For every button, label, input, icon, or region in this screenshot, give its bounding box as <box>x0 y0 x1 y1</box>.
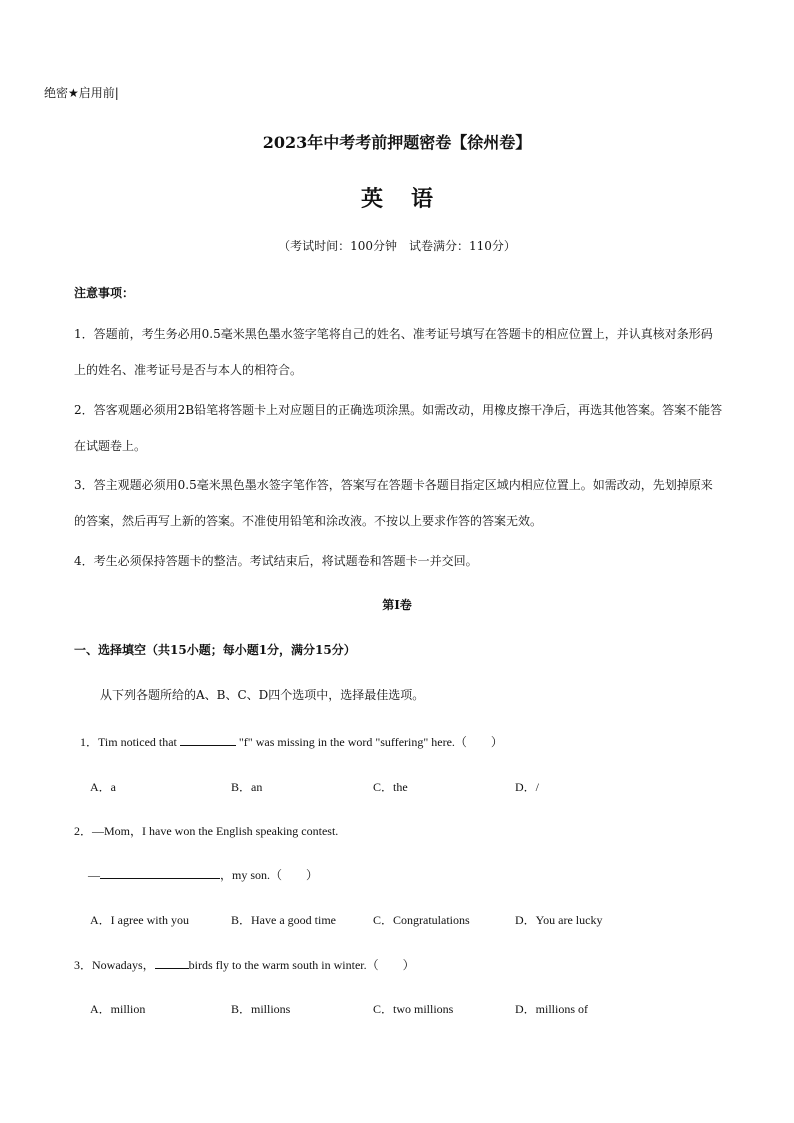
note-item: 2．答客观题必须用2B铅笔将答题卡上对应题目的正确选项涂黑。如需改动，用橡皮擦干净后，再选其他答案。答案不能答在试题卷上。 <box>74 403 723 453</box>
exam-title: 2023年中考考前押题密卷【徐州卷】 <box>262 133 532 152</box>
note-item: 3．答主观题必须用0.5毫米黑色墨水签字笔作答，答案写在答题卡各题目指定区域内相应位置上。如需改动，先划掉原来的答案，然后再写上新的答案。不准使用铅笔和涂改液。不按以上要求作答的答案无效。 <box>74 478 713 528</box>
confidential-label: 绝密★启用前| <box>44 86 119 100</box>
question-2-reply <box>88 866 318 883</box>
option-d: D．You are lucky <box>515 913 603 927</box>
part-title: 一、选择填空（共15小题；每小题1分，满分15分） <box>74 643 356 657</box>
question-2-reply-pre: — <box>88 868 100 882</box>
question-3-text-post: birds fly to the warm south in winter.（ ） <box>188 958 415 972</box>
answer-blank <box>100 866 220 879</box>
question-2-stem: 2．—Mom，I have won the English speaking contest. <box>74 824 339 838</box>
question-1-text-pre: 1．Tim noticed that <box>80 735 180 749</box>
answer-blank <box>180 733 236 746</box>
section-title: 第Ⅰ卷 <box>382 598 412 612</box>
option-c: C．two millions <box>373 1002 454 1016</box>
option-a: A．I agree with you <box>90 913 189 927</box>
subject-title: 英语 <box>360 186 461 212</box>
answer-blank <box>155 956 189 969</box>
question-1-stem <box>80 733 503 750</box>
note-item: 1．答题前，考生务必用0.5毫米黑色墨水签字笔将自己的姓名、准考证号填写在答题卡的相应位置上，并认真核对条形码上的姓名、准考证号是否与本人的相符合。 <box>74 327 713 377</box>
question-3-stem <box>74 956 415 973</box>
question-2-reply-post: ，my son.（ ） <box>220 868 319 882</box>
part-instruction: 从下列各题所给的A、B、C、D四个选项中，选择最佳选项。 <box>100 688 425 702</box>
note-item: 4．考生必须保持答题卡的整洁。考试结束后，将试题卷和答题卡一并交回。 <box>74 554 478 568</box>
option-b: B．an <box>231 780 263 794</box>
option-c: C．Congratulations <box>373 913 470 927</box>
question-3-text-pre: 3．Nowadays， <box>74 958 155 972</box>
option-d: D．/ <box>515 780 540 794</box>
option-a: A．a <box>90 780 116 794</box>
option-b: B．Have a good time <box>231 913 336 927</box>
notes-title: 注意事项： <box>74 286 135 300</box>
option-c: C．the <box>373 780 408 794</box>
option-d: D．millions of <box>515 1002 589 1016</box>
option-b: B．millions <box>231 1002 291 1016</box>
exam-meta: （考试时间：100分钟 试卷满分：110分） <box>278 239 516 253</box>
option-a: A．million <box>90 1002 146 1016</box>
question-1-text-post: "f" was missing in the word "suffering" here.（ ） <box>235 735 503 749</box>
